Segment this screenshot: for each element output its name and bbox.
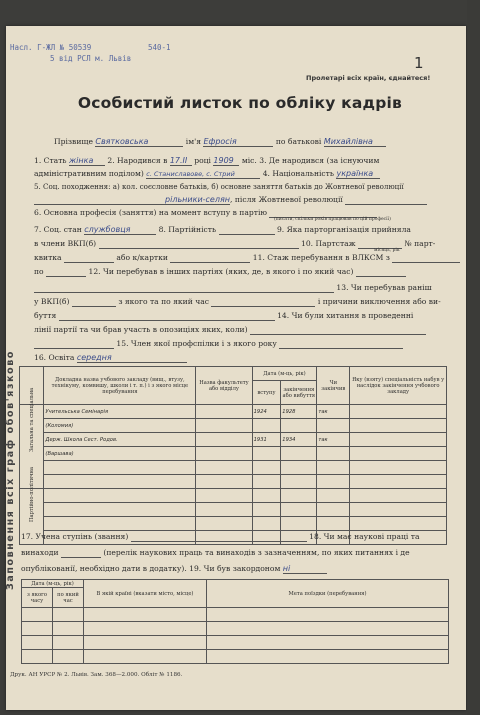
edu-header-dates: Дата (м-ць, рік)	[252, 367, 317, 381]
patronymic-value: Михайлівна	[323, 137, 373, 146]
social-origin-value: рільники-селян	[165, 195, 230, 204]
edu-header-enter: вступу	[252, 381, 281, 405]
edu-row: (Варшава)	[20, 447, 447, 461]
bottom-questions	[21, 532, 449, 574]
row-civil: 7. Соц. стан службовця 8. Партійність 9. Яка парторганізація прийняла	[34, 225, 411, 234]
edu-row: Держ. Школа Сест. Родов. 1931 1934 так	[20, 433, 447, 447]
row-inventions: винаходи (перелік наукових праць та винаходів з зазначенням, по яких питаннях і де	[21, 548, 410, 557]
row-degree: 17. Учена ступінь (звання) 18. Чи має наукові праці та	[21, 532, 420, 541]
stamp-extra: 540-1	[148, 43, 171, 52]
row-party-line: лінії партії та чи брав участь в опозиціях яких, коли)	[34, 325, 454, 335]
form-title: Особистий листок по обліку кадрів	[77, 94, 403, 112]
edu-row-empty	[20, 475, 447, 489]
row-social: 5. Соц. походження: а) кол. соєсловне батьків, б) основне заняття батьків до Жовтневої революції	[34, 182, 404, 191]
surname-value: Святковська	[95, 137, 149, 146]
row-union: 15. Член якої профспілки і з якого року	[34, 339, 454, 349]
page-number: 1	[414, 54, 424, 72]
edu-row-empty	[20, 503, 447, 517]
edu-header-faculty: Назва факультету або відділу	[196, 367, 252, 405]
edu-row: (Коломия)	[20, 419, 447, 433]
education-table	[19, 366, 447, 545]
civil-status-value: службовця	[84, 225, 131, 234]
archive-stamp	[10, 42, 131, 64]
stamp-line-2: 5 від РСЛ м. Львів	[50, 54, 132, 63]
row-q13: 13. Чи перебував раніш	[34, 283, 454, 293]
abroad-header-from: з якого часу	[22, 588, 53, 608]
edu-header-specialty: Яку (взяту) спеціальність набув у наслідок закінчення учбового закладу	[350, 367, 447, 405]
abroad-header-dates: Дата (м-ць, рік)	[22, 580, 84, 588]
birth-day-value: 17.ІІ	[169, 156, 188, 165]
row-education: 16. Освіта середня	[34, 353, 454, 363]
abroad-table	[21, 579, 449, 664]
form-body	[34, 137, 454, 363]
abroad-header-purpose: Мета поїздки (перебування)	[207, 580, 449, 608]
row-profession: 6. Основна професія (заняття) на момент вступу в партію	[34, 208, 454, 218]
abroad-row	[22, 636, 449, 650]
edu-header-name: Докладна назва учбового закладу (вищ., втузу, технікуму, комвишу, школи і т. п.) і з якого місце перебування	[44, 367, 196, 405]
abroad-row	[22, 608, 449, 622]
edu-header-row	[20, 367, 447, 381]
row-abroad: опублікованії, необхідно дати в додатку). 19. Чи був закордоном ні	[21, 564, 449, 574]
edu-section-general: Загальна та спеціальна	[20, 405, 44, 489]
edu-row: Загальна та спеціальна Учительська Семінарія 1924 1928 так	[20, 405, 447, 419]
edu-header-finish: закінчення або вибуття	[281, 381, 317, 405]
name-value: Ефросія	[203, 137, 237, 146]
birth-year-value: 1909	[213, 156, 234, 165]
edu-header-graduated: Чи закінчив	[317, 367, 350, 405]
row-candidate: в члени ВКП(б) 10. Партстаж № парт-	[34, 239, 436, 248]
side-vertical-text: Заповнення всіх граф обов'язково	[5, 350, 16, 590]
edu-row-empty	[20, 489, 447, 503]
row-buttya: буття 14. Чи були хитання в проведенні	[34, 311, 414, 320]
print-footer: Друк. АН УРСР № 2. Львів. Зам. 368—2.000. Обліт № 1186.	[10, 672, 183, 678]
row-card: квитка або к/картки 11. Стаж перебування в ВЛКСМ з	[34, 253, 454, 263]
row-vkpb: у ВКП(б) з якого та по який час і причини виключення або ви-	[34, 297, 441, 306]
row-name: Прізвище Святковська ім'я Ефросія по батькові Михайлівна	[34, 137, 454, 147]
edu-section-party: Партійно-політична	[20, 489, 44, 545]
row-social-value: рільники-селян, після Жовтневої революції	[34, 195, 454, 205]
months-note: місяць, рік	[374, 248, 400, 253]
slogan: Пролетарі всіх країн, єднайтеся!	[306, 74, 431, 82]
birthplace-value: с. Станиславове, с. Стрий	[146, 170, 235, 178]
abroad-row	[22, 622, 449, 636]
nationality-value: українка	[336, 169, 374, 178]
abroad-row	[22, 650, 449, 664]
row-other-parties: по 12. Чи перебував в інших партіях (яких, де, в якого і по який час)	[34, 267, 454, 277]
row-birthplace: адміністративним поділом) с. Станиславове, с. Стрий 4. Національність українка	[34, 169, 454, 179]
education-value: середня	[76, 353, 112, 362]
abroad-value: ні	[282, 564, 291, 573]
stamp-line-1: Насл. Г-ЖЛ № 50539	[10, 43, 92, 52]
row-birth: 1. Стать жінка 2. Народився в 17.ІІ році 1909 міс. 3. Де народився (за існуючим	[34, 156, 380, 165]
sex-value: жінка	[68, 156, 94, 165]
edu-row-empty	[20, 517, 447, 531]
abroad-header-until: по який час	[53, 588, 84, 608]
abroad-header-country: В якій країні (вказати місто, місце)	[84, 580, 207, 608]
edu-row-empty	[20, 461, 447, 475]
profession-note: (писати, скільки років працював по цій професії)	[274, 217, 391, 222]
